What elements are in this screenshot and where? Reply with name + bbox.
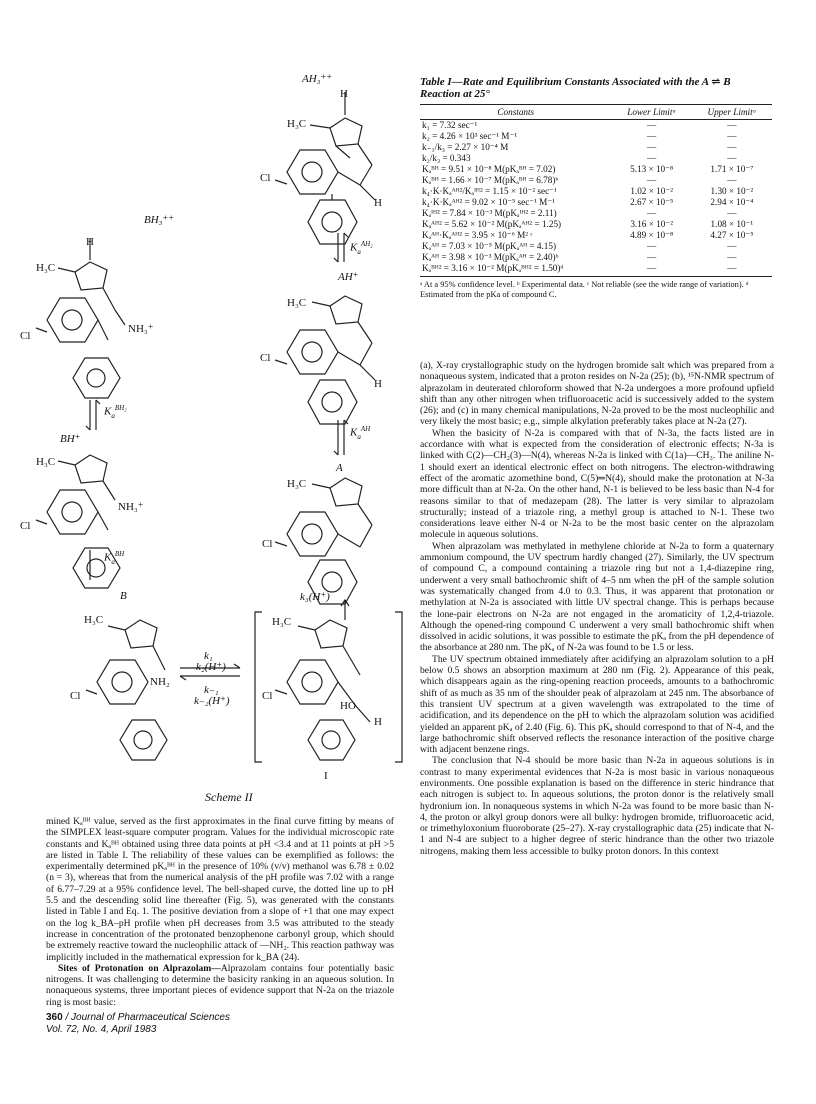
paragraph: The conclusion that N-4 should be more basic than N-2a in aqueous solutions is in contrast to many experimental evidences that N-2a is most basic in various nonaqueous environments. One possible explanation is based on the difference in steric hindrance that each nitrogen is subject to. In aqueous solutions, the proton donor is the relatively small hydronium ion. In nonaqueous systems in which N-2a was found to be more basic than N-4, the proton or alkyl group donors were all bulky: hydrogen bromide, trifluoroacetic acid, or trimethyloxonium fluoroborate (25–27). X-ray crystallographic data (25) indicate that N-1 and N-4 are subject to a higher degree of steric hindrance than the other two triazole nitrogens, making them less accessible to bulky proton donors. In this context [420,755,774,857]
equilibrium-arrow-2 [334,420,348,455]
paragraph: The UV spectrum obtained immediately after acidifying an alprazolam solution to a pH below 0.5 shows an absorption maximum at 280 nm (Fig. 2). Appearance of this peak, which disappears again as the ring-opening reaction proceeds, amounts to a bathochromic shift of as much as 35 nm of the shoulder peak of alprazolam at 245 nm. The absorbance of this transient UV spectrum at a given wavelength was extrapolated to the time of acidification, and its dependence on the pH to which the alprazolam solution was acidified yielded an apparent pKₐ of 2.40 (Fig. 6). This pKₐ should correspond to that of N-4, and the large bathochromic shift observed reflects the resonance interaction of the positive charge with adjacent benzene rings. [420,653,774,756]
label-h3c-7: H₃C [272,616,292,628]
label-nh3: NH₃⁺ [128,323,154,335]
table-cell: k₁ = 7.32 sec⁻¹ [422,120,478,130]
table-cell: — [612,263,692,277]
structure-b [86,620,167,760]
paragraph-with-heading [46,963,394,1008]
table-cell: — [647,241,657,251]
scheme-caption: Scheme II [205,790,253,804]
table-cell: k₋₁/k₃ = 2.27 × 10⁻⁴ M [422,142,509,152]
table-row [420,131,772,142]
structure-i [255,612,402,762]
structure-bh [36,455,120,588]
label-h3c-6: H₃C [84,614,104,626]
table-row [420,197,772,208]
label-i: I [324,770,328,782]
table-cell: Kₐᴬᴴ = 7.03 × 10⁻⁵ M(pKₐᴬᴴ = 4.15) [422,241,557,251]
constants-table [420,104,772,277]
label-a: A [336,462,343,474]
structure-a [275,478,372,604]
journal-name: / Journal of Pharmaceutical Sciences [65,1012,230,1023]
label-h3c-4: H₃C [36,262,56,274]
table-cell: 1.30 × 10⁻² [710,186,754,196]
label-cl-1: Cl [260,172,271,184]
label-cl-5: Cl [20,520,31,532]
table-header-cell: Upper Limitᵃ [692,105,772,120]
label-h-3: H [374,378,382,390]
table-cell: 4.27 × 10⁻⁵ [710,230,754,240]
section-heading: Sites of Protonation on Alprazolam— [58,962,221,974]
table-cell: Kₐᴬᴴ = 3.98 × 10⁻³ M(pKₐᴬᴴ = 2.40)ᵇ [422,252,559,262]
structure-ah [275,296,375,424]
paragraph-body: Alprazolam contains four potentially basic nitrogens. It was challenging to determine the basicity ranking in an aqueous solution. In nonaqueous systems, three important pieces of evidence support that N-2a on the triazole ring is most basic: [46,962,394,1008]
label-h3c-1: H₃C [287,118,307,130]
table-cell: 5.13 × 10⁻⁸ [630,164,674,174]
table-cell: — [727,241,737,251]
label-h3c-2: H₃C [287,297,307,309]
equilibrium-arrow-1 [334,233,348,262]
table-footnote: ᵃ At a 95% confidence level. ᵇ Experimental data. ᶜ Not reliable (see the wide range of variation). ᵈ Estimated from the pKa of compound C. [420,280,749,299]
label-nh3-2: NH₃⁺ [118,501,144,513]
table-row [420,208,772,219]
label-h-top: H [340,88,348,100]
table-cell: k₄·K·Kₐᴬᴴ²/Kₐᴵᴴ² = 1.15 × 10⁻² sec⁻¹ [422,186,557,196]
table-cell: Kₐᴬᴴ·Kₐᴬᴴ² = 3.95 × 10⁻⁶ M² ᶜ [422,230,533,240]
table-cell: 4.89 × 10⁻⁸ [630,230,674,240]
table-header-cell: Constants [420,105,612,120]
table-cell: — [727,120,737,130]
label-k-bh2: $K_a^{BH_2}$ [104,404,127,420]
label-ho: HO [340,700,356,712]
journal-footer [46,1012,230,1036]
table-title: Table I—Rate and Equilibrium Constants Associated with the A ⇌ B Reaction at 25° [420,76,731,100]
table-cell: Kₐᴮᴴ = 1.66 × 10⁻⁷ M(pKₐᴮᴴ = 6.78)ᵇ [422,175,559,185]
label-k2: k₂(H⁺) [196,661,226,673]
label-bh3: BH₃⁺⁺ [144,214,175,226]
label-nh2: NH₂ [150,676,170,688]
table-cell: — [727,208,737,218]
journal-line-1 [46,1012,230,1024]
label-cl-4: Cl [20,330,31,342]
paragraph: (a), X-ray crystallographic study on the hydrogen bromide salt which was prepared from a nonaqueous system, indicated that a proton resides on N-2a (25); (b), ¹⁵N-NMR spectrum of alprazolam in deuterated chloroform showed that N-2a undergoes a more profound upfield shift than any other nitrogen when trifluoroacetic acid is successively added to the system (26); and (c) in many chemical manipulations, N-2a proved to be the most nucleophilic and very likely the most basic; e.g., simple alkylation preferably takes place at N-2a (27). [420,360,774,428]
table-row [420,219,772,230]
table-cell: 1.02 × 10⁻² [630,186,673,196]
table-row [420,175,772,186]
page-number: 360 [46,1012,63,1023]
table-cell: 2.67 × 10⁻⁵ [630,197,674,207]
table-cell: — [727,142,737,152]
table-cell: Kₐᴬᴴ² = 5.62 × 10⁻² M(pKₐᴬᴴ² = 1.25) [422,219,562,229]
label-km1: k₋₁ [204,684,219,696]
table-row [420,263,772,277]
table-cell: k₂/k₃ = 0.343 [422,153,471,163]
label-b: B [120,590,127,602]
table-cell: Kₐᴵᴴ² = 7.84 × 10⁻³ M(pKₐᴵᴴ² = 2.11) [422,208,557,218]
table-row [420,230,772,241]
scheme-ii-figure [0,0,410,810]
table-cell: — [727,175,737,185]
journal-issue: Vol. 72, No. 4, April 1983 [46,1024,157,1035]
table-cell: — [647,131,657,141]
label-ah3: AH₃⁺⁺ [302,73,333,85]
label-k1: k₁ [204,650,213,662]
table-cell: — [647,120,657,130]
table-row [420,120,772,132]
table-i [420,76,772,300]
label-cl-3: Cl [262,538,273,550]
label-ah: AH⁺ [338,271,359,283]
label-km2: k₋₂(H⁺) [194,695,230,707]
table-cell: — [647,153,657,163]
paragraph: mined Kₐᴮᴴ value, served as the first approximates in the final curve fitting by means of the SIMPLEX least-square computer program. Values for the individual microscopic rate constants and Kₐᴮᴴ obtained using three data points at pH <3.4 and at 11 points at pH >5 are listed in Table I. The reliability of these values can be exemplified as follows: the experimentally determined pKₐᴮᴴ in the presence of 10% (v/v) methanol was 6.78 ± 0.02 (n = 3), whereas that from the numerical analysis of the pH profile was 7.02 with a range of 6.77–7.29 at a 95% confidence level. The bell-shaped curve, the dotted line up to pH 5.5 and the descending solid line thereafter (Fig. 5), was generated with the constants listed in Table I and Eq. 1. The positive deviation from a slope of +1 that one may expect on the log k_BA–pH profile when pH decreases from 3.5 was attributed to the steady increase in concentration of the protonated benzophenone carbonyl group, which should be extremely reactive toward the nucleophilic attack of —NH₂. This reaction pathway was implicitly included in the mathematical expression for k_BA (24). [46,816,394,963]
label-h3c-3: H₃C [287,478,307,490]
label-cl-7: Cl [262,690,273,702]
table-body [420,120,772,277]
table-row [420,164,772,175]
label-h3c-5: H₃C [36,456,56,468]
table-row [420,142,772,153]
table-cell: 3.16 × 10⁻² [630,219,673,229]
table-cell: — [727,153,737,163]
table-header-cell: Lower Limitᵃ [612,105,692,120]
label-h-4: H [86,236,94,248]
structure-ah3 [275,92,375,244]
label-k-ah2: $K_a^{AH_2}$ [350,240,373,256]
paragraph: When alprazolam was methylated in methylene chloride at N-2a to form a quaternary ammonium compound, the UV spectrum hardly changed (27). Similarly, the UV spectrum of compound C, a compound containing a triazole ring but not a 1,4-diazepine ring, underwent a very small bathochromic shift of 4–5 nm when the pH of the sample solution was systematically changed from 4.0 to 0.3. Thus, it was apparent that protonation or methylation at N-2a is associated with little UV spectral change. This is perhaps because the lone-pair electrons on N-2a are not engaged in the aromaticity of 1,2,4-triazole. Although the opened-ring compound C underwent a very small bathochromic shift when dissolved in acidic solutions, it was possible to estimate the pKₐ from the pH dependence of the absorbance at 280 nm. The pKₐ of N-2a was found to be 1.5 or less. [420,540,774,654]
label-k3: k₃(H⁺) [300,591,330,603]
table-cell: — [692,263,772,277]
label-k-ah: $K_a^{AH}$ [350,425,371,441]
right-column-text [420,360,774,857]
table-cell: 1.71 × 10⁻⁷ [710,164,754,174]
table-row [420,153,772,164]
left-column-text [46,816,394,1008]
table-cell: k₂ = 4.26 × 10³ sec⁻¹ M⁻¹ [422,131,518,141]
label-k-bh: $K_a^{BH}$ [104,550,125,566]
table-cell: — [727,252,737,262]
label-cl-6: Cl [70,690,81,702]
table-cell: Kₐᴮᴴ = 9.51 × 10⁻⁸ M(pKₐᴮᴴ = 7.02) [422,164,556,174]
table-cell: — [647,175,657,185]
table-row [420,252,772,263]
table-cell: Kₐᴮᴴ² = 3.16 × 10⁻² M(pKₐᴮᴴ² = 1.50)ᵈ [420,263,612,277]
label-h-5: H [374,716,382,728]
table-cell: — [727,131,737,141]
table-cell: — [647,252,657,262]
label-cl-2: Cl [260,352,271,364]
table-cell: — [647,208,657,218]
table-cell: 1.08 × 10⁻¹ [710,219,754,229]
table-cell: — [647,142,657,152]
label-bh: BH⁺ [60,433,81,445]
label-h-2: H [374,197,382,209]
k3-arrow [341,600,349,620]
table-cell: 2.94 × 10⁻⁴ [710,197,754,207]
paragraph: When the basicity of N-2a is compared with that of N-3a, the facts listed are in accordance with what is expected from the consideration of electronic effects; N-3a is linked with C(2)—CH₂(3)—N(4), whereas N-2a is linked with C(1a)—CH₃. The aniline N-1 should exert an identical electronic effect on both nitrogens. The electron-withdrawing effect of the aromatic azomethine bond, C(5)═N(4), should make the protonation at N-3a more difficult than at N-2a. On the other hand, N-1 is believed to be less basic than N-4 for reasons similar to that of medazepam (28). The latter is very similar to alprazolam structurally; instead of a triazole ring, a methyl group is attached to N-1. These two considerations leave either N-4 or N-2a to be the most basic center on the alprazolam molecule in aqueous solutions. [420,427,774,541]
table-header-row [420,105,772,120]
table-row [420,241,772,252]
table-row [420,186,772,197]
table-cell: k₄·K·Kₐᴬᴴ² = 9.02 × 10⁻⁵ sec⁻¹ M⁻¹ [422,197,555,207]
equilibrium-arrow-3 [86,400,100,430]
